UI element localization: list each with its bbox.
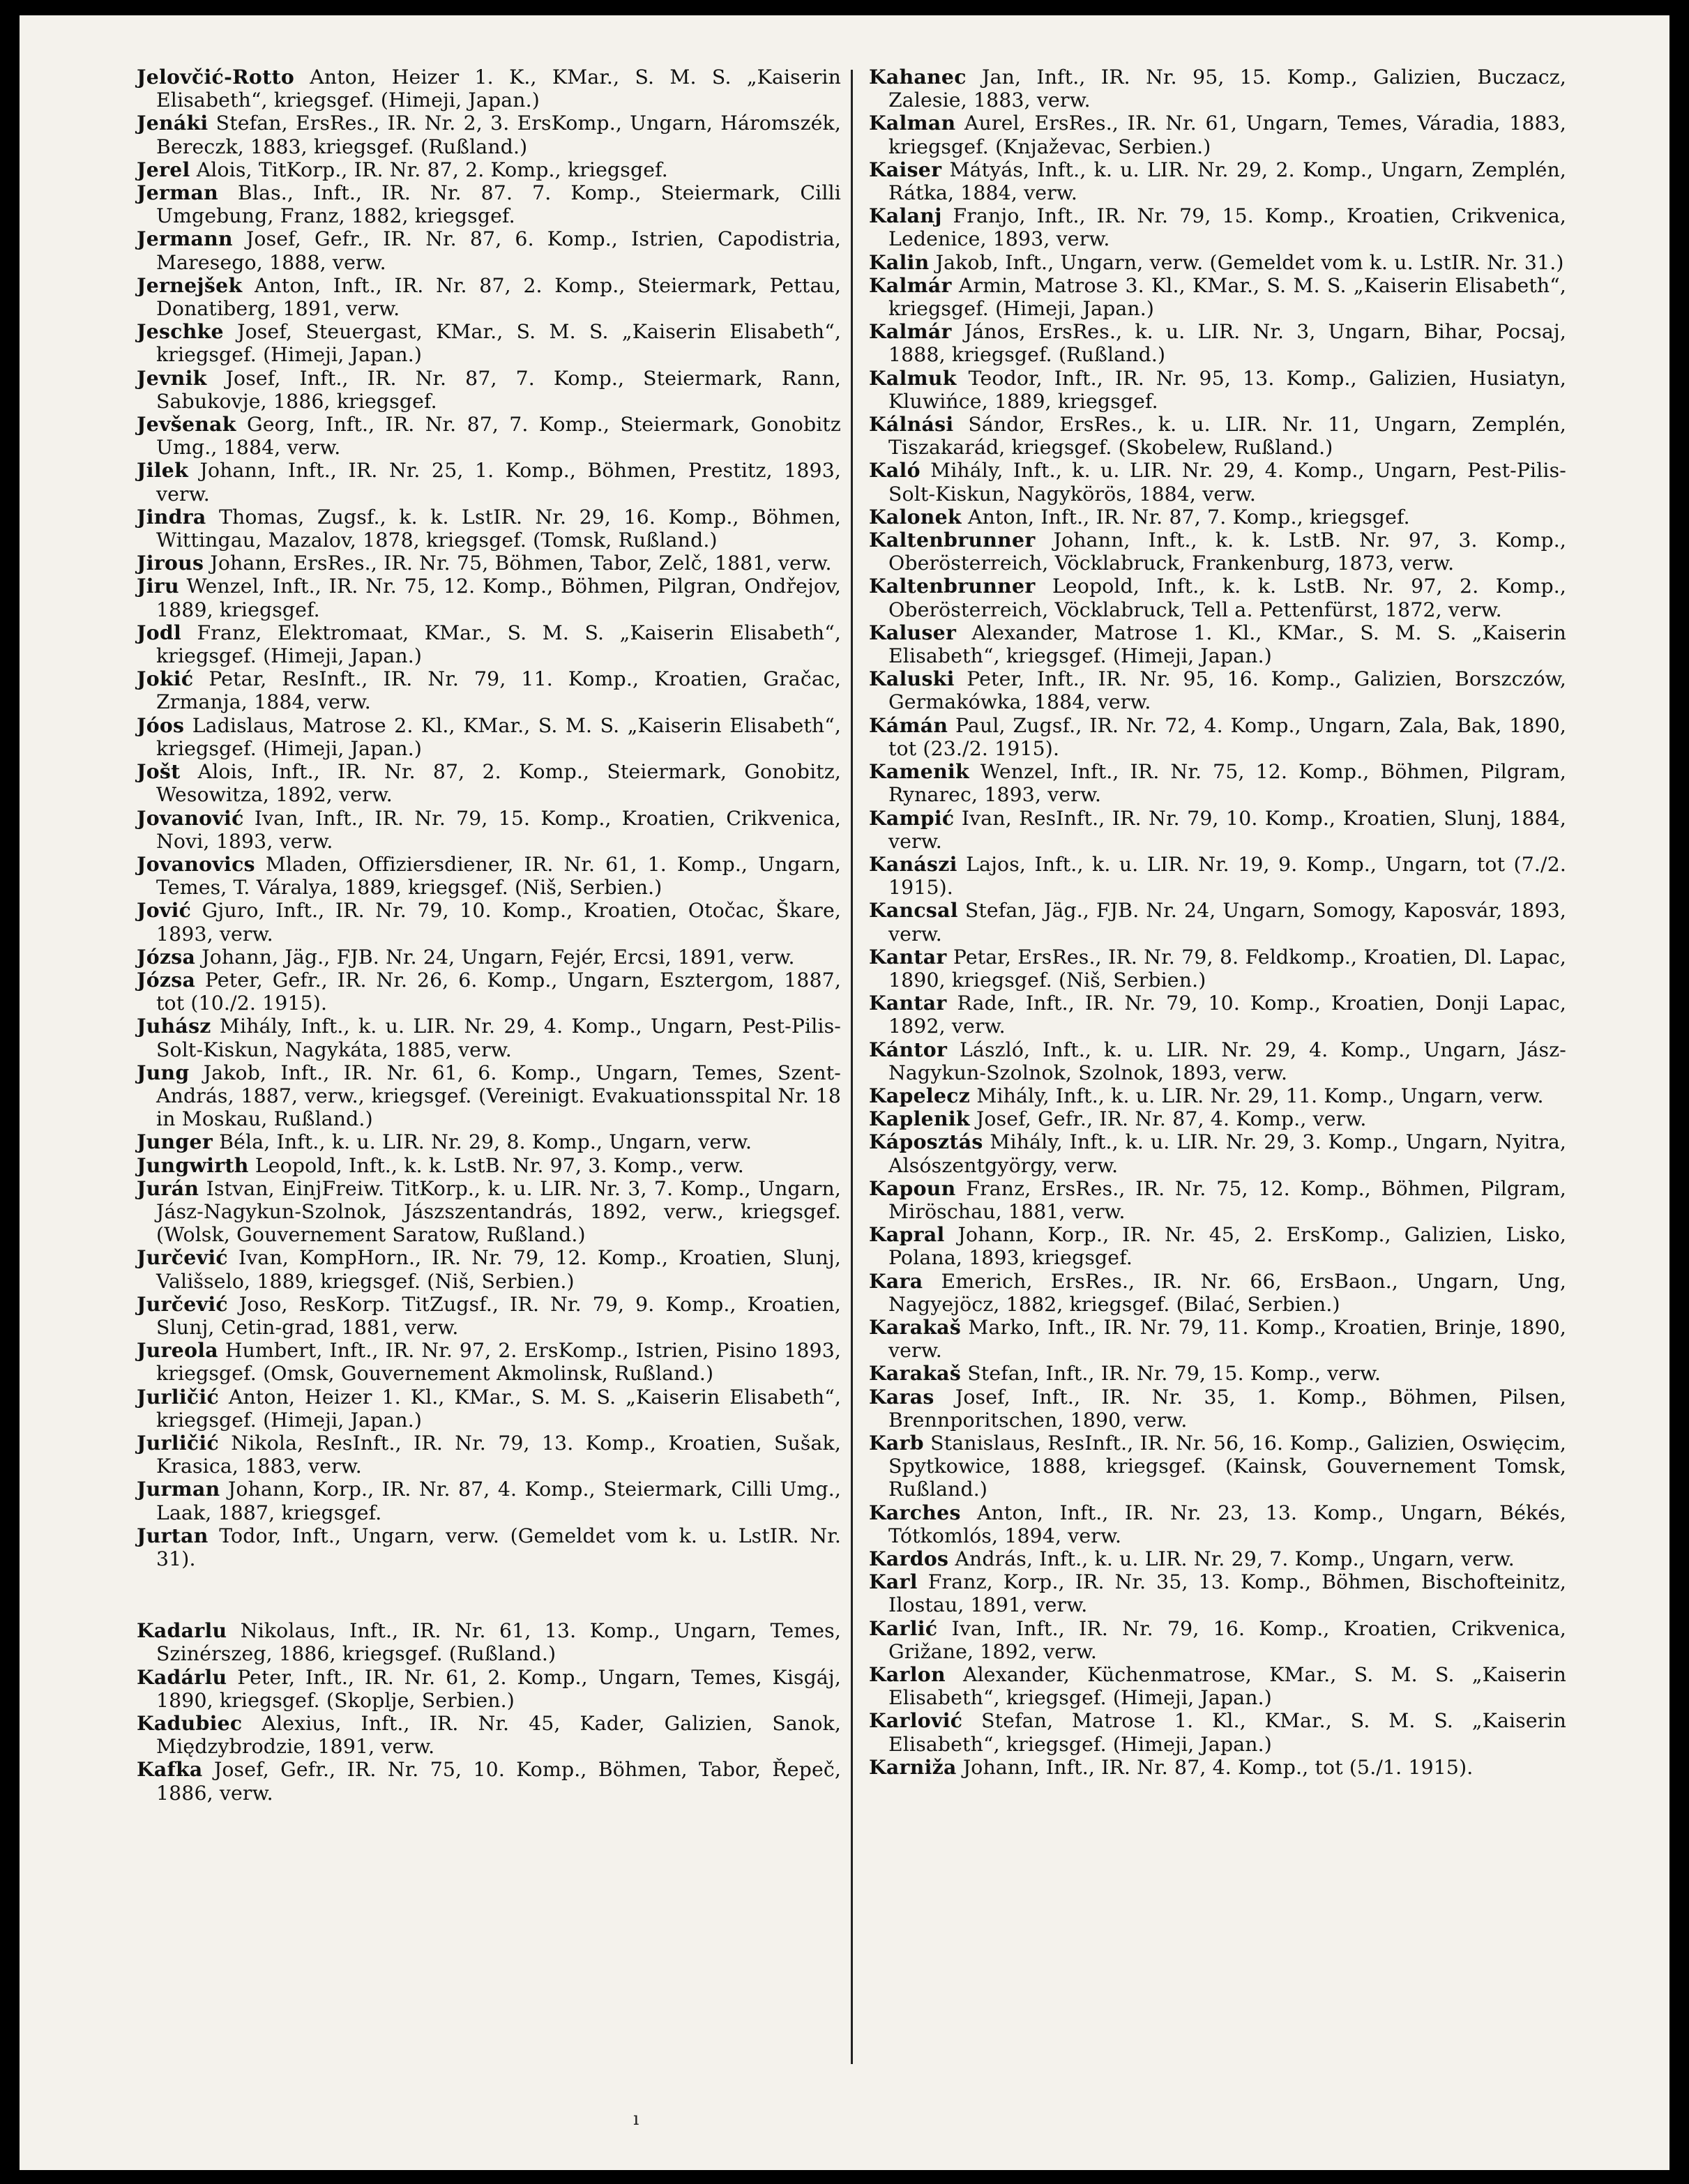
list-entry xyxy=(869,251,1566,274)
entry-surname: Jung xyxy=(137,1060,190,1084)
list-entry xyxy=(137,899,841,945)
entry-details: Mátyás, Inft., k. u. LIR. Nr. 29, 2. Komp., Ungarn, Zemplén, Rátka, 1884, verw. xyxy=(888,158,1566,205)
left-entries-j xyxy=(137,66,841,1570)
list-entry xyxy=(137,1130,841,1153)
list-entry xyxy=(869,1386,1566,1432)
list-entry xyxy=(869,204,1566,250)
list-entry xyxy=(137,946,841,969)
entry-details: Franjo, Inft., IR. Nr. 79, 15. Komp., Kroatien, Crikvenica, Ledenice, 1893, verw. xyxy=(888,204,1566,251)
entry-surname: Jiru xyxy=(137,574,179,598)
list-entry xyxy=(137,807,841,853)
entry-details: Ladislaus, Matrose 2. Kl., KMar., S. M. S. „Kaiserin Elisabeth“, kriegsgef. (Himeji, Japan.) xyxy=(156,713,841,760)
entry-surname: Jilek xyxy=(137,458,188,483)
list-entry xyxy=(869,1501,1566,1547)
entry-details: Emerich, ErsRes., IR. Nr. 66, ErsBaon., Ungarn, Ung, Nagyejöcz, 1882, kriegsgef. (Bilać, Serbien.) xyxy=(888,1269,1566,1316)
entry-details: Wenzel, Inft., IR. Nr. 75, 12. Komp., Böhmen, Pilgran, Ondřejov, 1889, kriegsgef. xyxy=(156,575,841,621)
entry-surname: Jóos xyxy=(137,713,185,737)
entry-surname: Kadubiec xyxy=(137,1711,243,1736)
entry-surname: Kalonek xyxy=(869,504,962,529)
entry-details: Alois, TitKorp., IR. Nr. 87, 2. Komp., kriegsgef. xyxy=(190,158,668,181)
list-entry xyxy=(869,714,1566,760)
list-entry xyxy=(869,1084,1566,1107)
entry-details: Josef, Inft., IR. Nr. 87, 7. Komp., Steiermark, Rann, Sabukovje, 1886, kriegsgef. xyxy=(156,366,841,413)
list-entry xyxy=(137,1619,841,1665)
entry-details: Josef, Inft., IR. Nr. 35, 1. Komp., Böhmen, Pilsen, Brennporitschen, 1890, verw. xyxy=(888,1385,1566,1432)
entry-details: Todor, Inft., Ungarn, verw. (Gemeldet vom k. u. LstIR. Nr. 31). xyxy=(156,1524,841,1570)
entry-surname: Kancsal xyxy=(869,898,958,923)
list-entry xyxy=(137,1758,841,1804)
entry-surname: Kálnási xyxy=(869,412,954,437)
entry-details: András, Inft., k. u. LIR. Nr. 29, 7. Komp., Ungarn, verw. xyxy=(948,1547,1515,1570)
list-entry xyxy=(869,992,1566,1038)
list-entry xyxy=(137,552,841,575)
entry-details: Peter, Gefr., IR. Nr. 26, 6. Komp., Ungarn, Esztergom, 1887, tot (10./2. 1915). xyxy=(156,968,841,1015)
entry-surname: Káposztás xyxy=(869,1130,983,1154)
entry-details: Aurel, ErsRes., IR. Nr. 61, Ungarn, Temes, Váradia, 1883, kriegsgef. (Knjaževac, Serbien.) xyxy=(888,112,1566,158)
entry-details: Johann, Inft., IR. Nr. 25, 1. Komp., Böhmen, Prestitz, 1893, verw. xyxy=(156,459,841,506)
entry-surname: Kafka xyxy=(137,1757,203,1782)
entry-details: Marko, Inft., IR. Nr. 79, 11. Komp., Kroatien, Brinje, 1890, verw. xyxy=(888,1315,1566,1363)
entry-details: Jakob, Inft., IR. Nr. 61, 6. Komp., Ungarn, Temes, Szent-András, 1887, verw., kriegsgef. (Vereinigt. Evakuationsspital Nr. 18 in Moskau, Rußland.) xyxy=(156,1061,841,1131)
list-entry xyxy=(869,112,1566,158)
entry-surname: Kantar xyxy=(869,944,947,969)
entry-details: Stefan, Jäg., FJB. Nr. 24, Ungarn, Somogy, Kaposvár, 1893, verw. xyxy=(888,899,1566,946)
entry-details: Mihály, Inft., k. u. LIR. Nr. 29, 3. Komp., Ungarn, Nyitra, Alsószentgyörgy, verw. xyxy=(888,1130,1566,1177)
list-entry xyxy=(869,506,1566,529)
list-entry xyxy=(869,1270,1566,1316)
entry-surname: Jurčević xyxy=(137,1245,228,1270)
entry-details: Armin, Matrose 3. Kl., KMar., S. M. S. „Kaiserin Elisabeth“, kriegsgef. (Himeji, Japan.) xyxy=(888,273,1566,321)
entry-details: Mihály, Inft., k. u. LIR. Nr. 29, 11. Komp., Ungarn, verw. xyxy=(970,1084,1544,1107)
entry-surname: Karakaš xyxy=(869,1314,962,1339)
entry-details: Johann, Korp., IR. Nr. 45, 2. ErsKomp., Galizien, Lisko, Polana, 1893, kriegsgef. xyxy=(888,1223,1566,1270)
entry-details: Ivan, Inft., IR. Nr. 79, 16. Komp., Kroatien, Crikvenica, Grižane, 1892, verw. xyxy=(888,1616,1566,1663)
entry-surname: Jevnik xyxy=(137,365,207,390)
entry-details: Teodor, Inft., IR. Nr. 95, 13. Komp., Galizien, Husiatyn, Kluwińce, 1889, kriegsgef. xyxy=(888,366,1566,413)
entry-surname: Kaltenbrunner xyxy=(869,528,1036,552)
entry-details: Joso, ResKorp. TitZugsf., IR. Nr. 79, 9. Komp., Kroatien, Slunj, Cetin-grad, 1881, verw. xyxy=(156,1292,841,1339)
entry-details: Johann, Inft., k. k. LstB. Nr. 97, 3. Komp., Oberösterreich, Vöcklabruck, Frankenburg, 1873, verw. xyxy=(888,529,1566,575)
entry-details: Blas., Inft., IR. Nr. 87. 7. Komp., Steiermark, Cilli Umgebung, Franz, 1882, kriegsgef. xyxy=(156,181,841,228)
list-entry xyxy=(137,1061,841,1131)
entry-details: Franz, ErsRes., IR. Nr. 75, 12. Komp., Böhmen, Pilgram, Miröschau, 1881, verw. xyxy=(888,1176,1566,1223)
entry-details: Josef, Gefr., IR. Nr. 75, 10. Komp., Böhmen, Tabor, Řepeč, 1886, verw. xyxy=(156,1758,841,1805)
list-entry xyxy=(137,1339,841,1385)
entry-surname: Jenáki xyxy=(137,111,209,135)
list-entry xyxy=(869,1130,1566,1176)
list-entry xyxy=(137,714,841,760)
entry-surname: Kaló xyxy=(869,458,921,483)
entry-surname: Jurličić xyxy=(137,1430,219,1455)
entry-details: Josef, Gefr., IR. Nr. 87, 4. Komp., verw. xyxy=(969,1107,1367,1131)
entry-surname: Józsa xyxy=(137,944,196,969)
list-entry xyxy=(869,1223,1566,1269)
entry-details: Stefan, ErsRes., IR. Nr. 2, 3. ErsKomp., Ungarn, Háromszék, Bereczk, 1883, kriegsgef. (Rußland.) xyxy=(156,112,841,158)
entry-surname: Kaiser xyxy=(869,157,942,181)
list-entry xyxy=(869,899,1566,945)
list-entry xyxy=(869,413,1566,459)
entry-surname: Jevšenak xyxy=(137,412,236,437)
entry-details: Petar, ResInft., IR. Nr. 79, 11. Komp., Kroatien, Gračac, Zrmanja, 1884, verw. xyxy=(156,667,841,714)
entry-details: Alexius, Inft., IR. Nr. 45, Kader, Galizien, Sanok, Międzybrodzie, 1891, verw. xyxy=(156,1712,841,1759)
entry-surname: Kalin xyxy=(869,250,930,274)
entry-surname: Jirous xyxy=(137,551,204,575)
entry-surname: Jeschke xyxy=(137,319,224,344)
list-entry xyxy=(869,1316,1566,1362)
list-entry xyxy=(137,1712,841,1758)
list-entry xyxy=(869,807,1566,853)
entry-surname: Kanászi xyxy=(869,851,957,876)
entry-surname: Jurtan xyxy=(137,1523,209,1547)
entry-surname: Jungwirth xyxy=(137,1153,249,1177)
entry-surname: Jurán xyxy=(137,1176,199,1200)
list-entry xyxy=(869,1617,1566,1663)
list-entry xyxy=(137,667,841,713)
entry-surname: Jovanović xyxy=(137,805,244,830)
list-entry xyxy=(137,1666,841,1712)
entry-surname: Jurman xyxy=(137,1477,220,1501)
entry-surname: Karniža xyxy=(869,1754,957,1779)
entry-surname: Kalmár xyxy=(869,319,952,344)
entry-details: Nikolaus, Inft., IR. Nr. 61, 13. Komp., Ungarn, Temes, Szinérszeg, 1886, kriegsgef. (Rußland.) xyxy=(156,1619,841,1666)
list-entry xyxy=(137,1524,841,1570)
entry-details: Rade, Inft., IR. Nr. 79, 10. Komp., Kroatien, Donji Lapac, 1892, verw. xyxy=(888,992,1566,1038)
entry-details: Alexander, Matrose 1. Kl., KMar., S. M. S. „Kaiserin Elisabeth“, kriegsgef. (Himeji, Japan.) xyxy=(888,621,1566,668)
entry-surname: Karlović xyxy=(869,1708,963,1733)
entry-surname: Jelovčić-Rotto xyxy=(137,65,295,89)
list-entry xyxy=(137,1177,841,1247)
entry-surname: Józsa xyxy=(137,967,196,992)
entry-surname: Jokić xyxy=(137,667,194,691)
list-entry xyxy=(869,459,1566,505)
entry-details: Sándor, ErsRes., k. u. LIR. Nr. 11, Ungarn, Zemplén, Tiszakarád, kriegsgef. (Skobelew, Rußland.) xyxy=(888,413,1566,460)
entry-details: Béla, Inft., k. u. LIR. Nr. 29, 8. Komp., Ungarn, verw. xyxy=(213,1130,752,1154)
list-entry xyxy=(137,1246,841,1292)
entry-details: Alois, Inft., IR. Nr. 87, 2. Komp., Steiermark, Gonobitz, Wesowitza, 1892, verw. xyxy=(156,760,841,807)
list-entry xyxy=(869,853,1566,899)
entry-surname: Jermann xyxy=(137,227,233,251)
entry-surname: Jodl xyxy=(137,620,181,644)
entry-surname: Jurčević xyxy=(137,1291,228,1316)
entry-surname: Kapelecz xyxy=(869,1083,971,1107)
entry-details: László, Inft., k. u. LIR. Nr. 29, 4. Komp., Ungarn, Jász-Nagykun-Szolnok, Szolnok, 1893, verw. xyxy=(888,1038,1566,1084)
left-entries-k xyxy=(137,1619,841,1805)
entry-details: Stefan, Inft., IR. Nr. 79, 15. Komp., verw. xyxy=(961,1362,1381,1386)
entry-details: Anton, Heizer 1. Kl., KMar., S. M. S. „Kaiserin Elisabeth“, kriegsgef. (Himeji, Japan.) xyxy=(156,1385,841,1432)
entry-surname: Kantar xyxy=(869,991,947,1015)
right-column xyxy=(869,66,1566,1779)
entry-details: Anton, Inft., IR. Nr. 87, 7. Komp., kriegsgef. xyxy=(961,505,1410,529)
list-entry xyxy=(137,760,841,806)
list-entry xyxy=(137,969,841,1015)
list-entry xyxy=(137,320,841,366)
entry-surname: Karlić xyxy=(869,1616,938,1640)
entry-surname: Kapral xyxy=(869,1222,945,1247)
list-entry xyxy=(137,1015,841,1061)
entry-details: Johann, Jäg., FJB. Nr. 24, Ungarn, Fejér, Ercsi, 1891, verw. xyxy=(195,945,795,969)
list-entry xyxy=(137,1293,841,1339)
list-entry xyxy=(869,1709,1566,1755)
entry-details: Anton, Heizer 1. K., KMar., S. M. S. „Kaiserin Elisabeth“, kriegsgef. (Himeji, Japan.) xyxy=(156,66,841,112)
entry-details: Leopold, Inft., k. k. LstB. Nr. 97, 2. Komp., Oberösterreich, Vöcklabruck, Tell a. Pettenfürst, 1872, verw. xyxy=(888,575,1566,621)
entry-surname: Karl xyxy=(869,1570,918,1594)
left-column xyxy=(137,66,841,1805)
list-entry xyxy=(137,1432,841,1478)
column-divider xyxy=(851,70,853,2064)
entry-surname: Junger xyxy=(137,1130,213,1154)
entry-details: Georg, Inft., IR. Nr. 87, 7. Komp., Steiermark, Gonobitz Umg., 1884, verw. xyxy=(156,413,841,460)
entry-surname: Jerel xyxy=(137,157,190,181)
entry-details: Johann, Korp., IR. Nr. 87, 4. Komp., Steiermark, Cilli Umg., Laak, 1887, kriegsgef. xyxy=(156,1478,841,1524)
entry-surname: Karlon xyxy=(869,1662,946,1687)
entry-details: Gjuro, Inft., IR. Nr. 79, 10. Komp., Kroatien, Otočac, Škare, 1893, verw. xyxy=(156,899,841,946)
entry-surname: Jović xyxy=(137,898,192,923)
entry-surname: Kapoun xyxy=(869,1176,956,1200)
entry-details: Mladen, Offiziersdiener, IR. Nr. 61, 1. Komp., Ungarn, Temes, T. Váralya, 1889, kriegsgef. (Niš, Serbien.) xyxy=(156,852,841,900)
entry-surname: Kalanj xyxy=(869,204,942,228)
list-entry xyxy=(137,621,841,667)
entry-details: Leopold, Inft., k. k. LstB. Nr. 97, 3. Komp., verw. xyxy=(248,1153,744,1177)
entry-details: Alexander, Küchenmatrose, KMar., S. M. S. „Kaiserin Elisabeth“, kriegsgef. (Himeji, Japan.) xyxy=(888,1663,1566,1710)
list-entry xyxy=(869,66,1566,112)
entry-surname: Kántor xyxy=(869,1037,948,1061)
entry-details: Mihály, Inft., k. u. LIR. Nr. 29, 4. Komp., Ungarn, Pest-Pilis-Solt-Kiskun, Nagykáta, 1885, verw. xyxy=(156,1015,841,1061)
list-entry xyxy=(137,853,841,899)
list-entry xyxy=(869,1038,1566,1084)
list-entry xyxy=(869,1570,1566,1616)
entry-details: Ivan, Inft., IR. Nr. 79, 15. Komp., Kroatien, Crikvenica, Novi, 1893, verw. xyxy=(156,806,841,853)
entry-surname: Kámán xyxy=(869,713,948,737)
entry-surname: Kara xyxy=(869,1268,923,1293)
section-gap xyxy=(137,1570,841,1619)
list-entry xyxy=(869,575,1566,621)
entry-details: Wenzel, Inft., IR. Nr. 75, 12. Komp., Böhmen, Pilgram, Rynarec, 1893, verw. xyxy=(888,760,1566,807)
entry-details: Stanislaus, ResInft., IR. Nr. 56, 16. Komp., Galizien, Oswięcim, Spytkowice, 1888, kriegsgef. (Kainsk, Gouvernement Tomsk, Rußland.) xyxy=(888,1431,1566,1501)
list-entry xyxy=(869,320,1566,366)
entry-surname: Juhász xyxy=(137,1014,211,1038)
list-entry xyxy=(137,274,841,320)
list-entry xyxy=(869,667,1566,713)
entry-details: Jan, Inft., IR. Nr. 95, 15. Komp., Galizien, Buczacz, Zalesie, 1883, verw. xyxy=(888,66,1566,112)
entry-surname: Kaplenik xyxy=(869,1107,970,1131)
list-entry xyxy=(869,946,1566,992)
entry-surname: Kardos xyxy=(869,1547,949,1570)
entry-surname: Kalmuk xyxy=(869,365,957,390)
list-entry xyxy=(869,1107,1566,1130)
entry-details: Josef, Steuergast, KMar., S. M. S. „Kaiserin Elisabeth“, kriegsgef. (Himeji, Japan.) xyxy=(156,320,841,367)
list-entry xyxy=(137,459,841,505)
footer-mark: ı xyxy=(633,2109,639,2130)
entry-details: Josef, Gefr., IR. Nr. 87, 6. Komp., Istrien, Capodistria, Maresego, 1888, verw. xyxy=(156,227,841,274)
entry-details: Peter, Inft., IR. Nr. 61, 2. Komp., Ungarn, Temes, Kisgáj, 1890, kriegsgef. (Skoplje, Serbien.) xyxy=(156,1665,841,1712)
list-entry xyxy=(137,413,841,459)
entry-surname: Kahanec xyxy=(869,65,967,89)
list-entry xyxy=(137,506,841,552)
list-entry xyxy=(869,1547,1566,1570)
entry-surname: Kalman xyxy=(869,111,956,135)
entry-surname: Jovanovics xyxy=(137,851,255,876)
entry-details: Franz, Korp., IR. Nr. 35, 13. Komp., Böhmen, Bischofteinitz, Ilostau, 1891, verw. xyxy=(888,1570,1566,1617)
right-entries-k xyxy=(869,66,1566,1779)
entry-details: Johann, Inft., IR. Nr. 87, 4. Komp., tot (5./1. 1915). xyxy=(956,1755,1474,1779)
list-entry xyxy=(869,760,1566,806)
entry-surname: Jureola xyxy=(137,1338,218,1363)
entry-surname: Jerman xyxy=(137,181,218,205)
list-entry xyxy=(869,621,1566,667)
entry-details: János, ErsRes., k. u. LIR. Nr. 3, Ungarn, Bihar, Pocsaj, 1888, kriegsgef. (Rußland.) xyxy=(888,320,1566,367)
list-entry xyxy=(869,158,1566,204)
entry-surname: Karches xyxy=(869,1500,961,1524)
entry-surname: Kampić xyxy=(869,805,955,830)
entry-surname: Jindra xyxy=(137,504,206,529)
entry-surname: Kaltenbrunner xyxy=(869,574,1036,598)
document-page xyxy=(20,15,1669,2170)
entry-details: Petar, ErsRes., IR. Nr. 79, 8. Feldkomp., Kroatien, Dl. Lapac, 1890, kriegsgef. (Niš, Serbien.) xyxy=(888,945,1566,992)
list-entry xyxy=(869,1432,1566,1501)
list-entry xyxy=(137,575,841,621)
list-entry xyxy=(869,367,1566,413)
entry-surname: Karakaš xyxy=(869,1361,962,1386)
entry-surname: Jošt xyxy=(137,759,181,784)
list-entry xyxy=(137,181,841,227)
entry-details: Anton, Inft., IR. Nr. 87, 2. Komp., Steiermark, Pettau, Donatiberg, 1891, verw. xyxy=(156,273,841,321)
list-entry xyxy=(137,227,841,273)
entry-surname: Karas xyxy=(869,1384,934,1409)
entry-details: Ivan, ResInft., IR. Nr. 79, 10. Komp., Kroatien, Slunj, 1884, verw. xyxy=(888,806,1566,853)
list-entry xyxy=(137,112,841,158)
entry-details: Anton, Inft., IR. Nr. 23, 13. Komp., Ungarn, Békés, Tótkomlós, 1894, verw. xyxy=(888,1501,1566,1547)
entry-details: Franz, Elektromaat, KMar., S. M. S. „Kaiserin Elisabeth“, kriegsgef. (Himeji, Japan.) xyxy=(156,621,841,668)
entry-surname: Jurličić xyxy=(137,1384,219,1409)
entry-surname: Kamenik xyxy=(869,759,969,784)
entry-details: Jakob, Inft., Ungarn, verw. (Gemeldet vom k. u. LstIR. Nr. 31.) xyxy=(929,250,1564,274)
entry-surname: Kaluser xyxy=(869,620,957,644)
entry-details: Johann, ErsRes., IR. Nr. 75, Böhmen, Tabor, Zelč, 1881, verw. xyxy=(204,552,832,575)
entry-details: Istvan, EinjFreiw. TitKorp., k. u. LIR. Nr. 3, 7. Komp., Ungarn, Jász-Nagykun-Szolnok, Jászszentandrás, 1892, verw., kriegsgef. (Wolsk, Gouvernement Saratow, Rußland.) xyxy=(156,1176,841,1247)
entry-details: Stefan, Matrose 1. Kl., KMar., S. M. S. „Kaiserin Elisabeth“, kriegsgef. (Himeji, Japan.) xyxy=(888,1709,1566,1756)
list-entry xyxy=(869,529,1566,575)
list-entry xyxy=(137,1478,841,1524)
entry-details: Peter, Inft., IR. Nr. 95, 16. Komp., Galizien, Borszczów, Germakówka, 1884, verw. xyxy=(888,667,1566,714)
entry-details: Nikola, ResInft., IR. Nr. 79, 13. Komp., Kroatien, Sušak, Krasica, 1883, verw. xyxy=(156,1431,841,1478)
list-entry xyxy=(137,66,841,112)
list-entry xyxy=(869,274,1566,320)
list-entry xyxy=(869,1756,1566,1779)
entry-surname: Kalmár xyxy=(869,273,952,297)
entry-details: Humbert, Inft., IR. Nr. 97, 2. ErsKomp., Istrien, Pisino 1893, kriegsgef. (Omsk, Gouvernement Akmolinsk, Rußland.) xyxy=(156,1339,841,1386)
list-entry xyxy=(137,158,841,181)
entry-surname: Kadárlu xyxy=(137,1664,227,1689)
list-entry xyxy=(869,1362,1566,1385)
entry-details: Paul, Zugsf., IR. Nr. 72, 4. Komp., Ungarn, Zala, Bak, 1890, tot (23./2. 1915). xyxy=(888,713,1566,760)
list-entry xyxy=(137,1386,841,1432)
entry-details: Thomas, Zugsf., k. k. LstIR. Nr. 29, 16. Komp., Böhmen, Wittingau, Mazalov, 1878, kriegsgef. (Tomsk, Rußland.) xyxy=(156,505,841,552)
entry-surname: Jernejšek xyxy=(137,273,243,297)
entry-details: Mihály, Inft., k. u. LIR. Nr. 29, 4. Komp., Ungarn, Pest-Pilis-Solt-Kiskun, Nagykörös, 1884, verw. xyxy=(888,459,1566,506)
entry-details: Lajos, Inft., k. u. LIR. Nr. 19, 9. Komp., Ungarn, tot (7./2. 1915). xyxy=(888,852,1566,900)
entry-surname: Kaluski xyxy=(869,667,955,691)
list-entry xyxy=(869,1177,1566,1223)
list-entry xyxy=(137,367,841,413)
list-entry xyxy=(869,1663,1566,1709)
entry-surname: Kadarlu xyxy=(137,1618,227,1643)
entry-details: Ivan, KompHorn., IR. Nr. 79, 12. Komp., Kroatien, Slunj, Vališselo, 1889, kriegsgef. (Niš, Serbien.) xyxy=(156,1246,841,1293)
entry-surname: Karb xyxy=(869,1430,924,1455)
list-entry xyxy=(137,1154,841,1177)
